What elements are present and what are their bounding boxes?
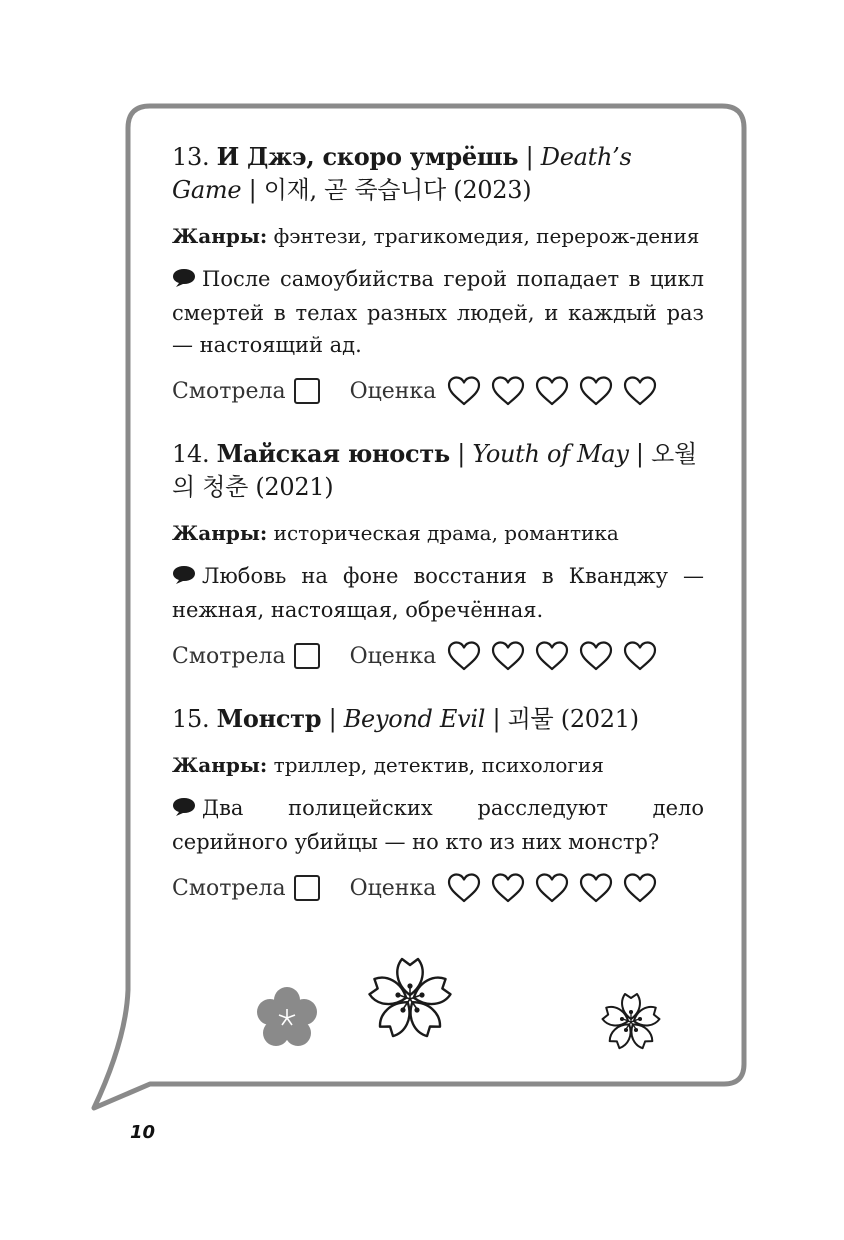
separator: | [248, 176, 257, 204]
drama-number: 15. [172, 705, 210, 733]
speech-bubble-icon [172, 562, 196, 594]
drama-name: Монстр [216, 704, 322, 733]
heart-rating-icon[interactable] [446, 375, 482, 407]
drama-title [172, 140, 704, 207]
heart-rating-icon[interactable] [490, 375, 526, 407]
heart-rating-icon[interactable] [622, 872, 658, 904]
heart-rating-icon[interactable] [534, 375, 570, 407]
drama-korean-title: 이재, 곧 죽습니다 [263, 176, 446, 204]
genres-label: Жанры: [172, 753, 268, 777]
genres-label: Жанры: [172, 521, 268, 545]
drama-name: И Джэ, скоро умрёшь [216, 142, 519, 171]
heart-rating-icon[interactable] [534, 872, 570, 904]
drama-korean-title: 괴물 [507, 705, 554, 733]
drama-title [172, 437, 704, 504]
speech-bubble-icon [172, 265, 196, 297]
drama-description [172, 792, 704, 858]
description-text: После самоубийства герой попадает в цикл смертей в телах разных людей, и каждый раз — настоящий ад. [172, 267, 704, 357]
watched-checkbox[interactable] [294, 643, 320, 669]
watched-label: Смотрела [172, 643, 286, 669]
genres-label: Жанры: [172, 224, 268, 248]
drama-year: (2023) [453, 176, 532, 204]
drama-entry [172, 437, 704, 672]
drama-entry [172, 140, 704, 407]
separator: | [457, 440, 466, 468]
drama-english-title: Beyond Evil [343, 705, 486, 733]
rating-hearts [446, 640, 658, 672]
drama-genres [172, 518, 704, 548]
heart-rating-icon[interactable] [578, 640, 614, 672]
drama-year: (2021) [560, 705, 639, 733]
description-text: Любовь на фоне восстания в Кванджу — нежная, настоящая, обречённая. [172, 564, 704, 622]
drama-entry [172, 702, 704, 904]
drama-genres [172, 221, 704, 251]
speech-bubble-icon [172, 794, 196, 826]
drama-year: (2021) [255, 473, 334, 501]
drama-list [172, 140, 704, 934]
rating-label: Оценка [349, 643, 437, 669]
heart-rating-icon[interactable] [622, 375, 658, 407]
genres-list: историческая драма, романтика [273, 521, 619, 545]
separator: | [492, 705, 501, 733]
drama-number: 13. [172, 143, 210, 171]
rating-hearts [446, 375, 658, 407]
drama-korean-title: 오월의 청춘 [172, 440, 697, 501]
heart-rating-icon[interactable] [578, 872, 614, 904]
watched-label: Смотрела [172, 875, 286, 901]
heart-rating-icon[interactable] [622, 640, 658, 672]
sakura-flower-outline-small-icon [598, 990, 664, 1054]
rating-row [172, 640, 704, 672]
drama-title [172, 702, 704, 736]
rating-row [172, 375, 704, 407]
sakura-flower-outline-large-icon [364, 954, 456, 1044]
heart-rating-icon[interactable] [578, 375, 614, 407]
rating-hearts [446, 872, 658, 904]
rating-row [172, 872, 704, 904]
separator: | [525, 143, 534, 171]
heart-rating-icon[interactable] [446, 872, 482, 904]
drama-genres [172, 750, 704, 780]
genres-list: фэнтези, трагикомедия, перерож-дения [273, 224, 700, 248]
drama-name: Майская юность [216, 439, 450, 468]
heart-rating-icon[interactable] [490, 640, 526, 672]
genres-list: триллер, детектив, психология [273, 753, 604, 777]
watched-checkbox[interactable] [294, 378, 320, 404]
rating-label: Оценка [349, 378, 437, 404]
description-text: Два полицейских расследуют дело серийного убийцы — но кто из них монстр? [172, 796, 704, 854]
sakura-flower-filled-icon [254, 986, 320, 1050]
drama-description [172, 560, 704, 626]
drama-english-title: Death’s Game [172, 143, 632, 204]
heart-rating-icon[interactable] [534, 640, 570, 672]
page-number: 10 [130, 1122, 156, 1143]
heart-rating-icon[interactable] [490, 872, 526, 904]
drama-number: 14. [172, 440, 210, 468]
heart-rating-icon[interactable] [446, 640, 482, 672]
drama-description [172, 263, 704, 361]
watched-label: Смотрела [172, 378, 286, 404]
separator: | [328, 705, 337, 733]
drama-english-title: Youth of May [472, 440, 629, 468]
rating-label: Оценка [349, 875, 437, 901]
separator: | [635, 440, 644, 468]
watched-checkbox[interactable] [294, 875, 320, 901]
